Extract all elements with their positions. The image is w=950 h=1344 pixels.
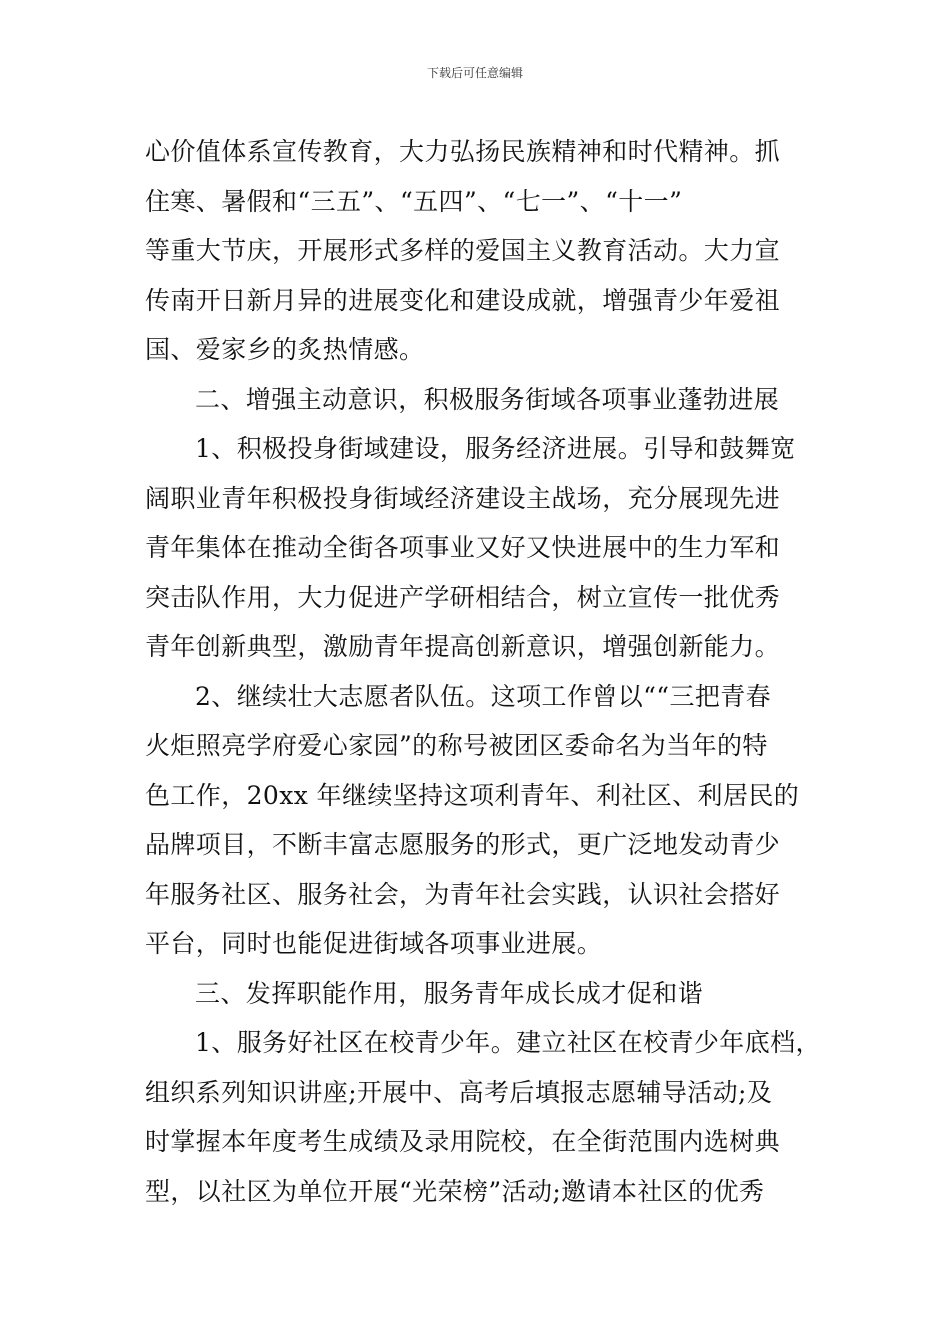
text-line: 住寒、暑假和“三五”、“五四”、“七一”、“十一”: [145, 186, 683, 216]
text-line: 组织系列知识讲座;开展中、高考后填报志愿辅导活动;及: [145, 1077, 773, 1107]
text-line: 火炬照亮学府爱心家园”的称号被团区委命名为当年的特: [145, 731, 768, 760]
document-body: [145, 127, 821, 1216]
text-line: 阔职业青年积极投身街域经济建设主战场，充分展现先进: [145, 483, 781, 513]
section-heading: 二、增强主动意识，积极服务街域各项事业蓬勃进展: [195, 384, 780, 414]
text-line: 品牌项目，不断丰富志愿服务的形式，更广泛地发动青少: [145, 830, 781, 859]
text-line: 青年集体在推动全街各项事业又好又快进展中的生力军和: [145, 533, 781, 562]
text-line: 传南开日新月异的进展变化和建设成就，增强青少年爱祖: [145, 285, 781, 315]
text-line: 2、继续壮大志愿者队伍。这项工作曾以““三把青春: [195, 681, 772, 711]
text-line: 青年创新典型，激励青年提高创新意识，增强创新能力。: [145, 632, 781, 661]
page-header: 下载后可任意编辑: [426, 66, 523, 80]
section-heading: 三、发挥职能作用，服务青年成长成才促和谐: [195, 978, 704, 1008]
text-line: 年服务社区、服务社会，为青年社会实践，认识社会搭好: [145, 879, 781, 909]
text-line: 1、服务好社区在校青少年。建立社区在校青少年底档，: [195, 1028, 821, 1057]
text-line: 1、积极投身街域建设，服务经济进展。引导和鼓舞宽: [195, 434, 796, 463]
text-line: 心价值体系宣传教育，大力弘扬民族精神和时代精神。抓: [145, 137, 781, 166]
text-line: 平台，同时也能促进街域各项事业进展。: [145, 929, 603, 958]
text-line: 型，以社区为单位开展“光荣榜”活动;邀请本社区的优秀: [145, 1176, 765, 1206]
text-line: 时掌握本年度考生成绩及录用院校，在全街范围内选树典: [145, 1127, 781, 1156]
text-line: 色工作，20xx 年继续坚持这项利青年、利社区、利居民的: [145, 780, 800, 810]
text-line: 等重大节庆，开展形式多样的爱国主义教育活动。大力宣: [145, 236, 781, 265]
text-line: 国、爱家乡的炙热情感。: [145, 335, 425, 364]
text-line: 突击队作用，大力促进产学研相结合，树立宣传一批优秀: [145, 582, 781, 612]
